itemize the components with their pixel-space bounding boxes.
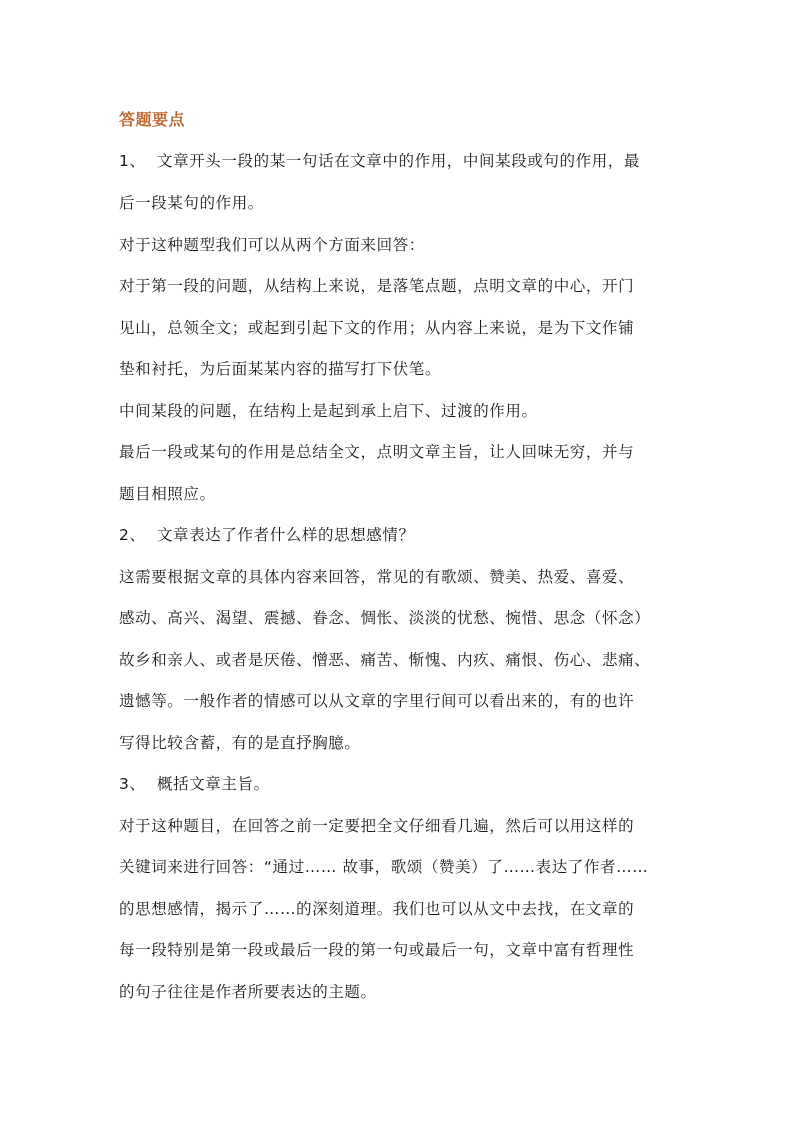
paragraph-line: 这需要根据文章的具体内容来回答，常见的有歌颂、赞美、热爱、喜爱、: [119, 568, 635, 586]
item-2-number: 2、: [119, 526, 146, 544]
paragraph-line: 见山，总领全文；或起到引起下文的作用；从内容上来说，是为下文作铺: [119, 319, 635, 337]
item-1-title: [119, 151, 640, 171]
paragraph-line: 的思想感情，揭示了……的深刻道理。我们也可以从文中去找，在文章的: [119, 900, 635, 918]
paragraph-line: 对于这种题目，在回答之前一定要把全文仔细看几遍，然后可以用这样的: [119, 817, 635, 835]
item-1-number: 1、: [119, 152, 146, 170]
item-2-title: [119, 525, 415, 545]
paragraph-line: 故乡和亲人、或者是厌倦、憎恶、痛苦、惭愧、内疚、痛恨、伤心、悲痛、: [119, 651, 651, 669]
paragraph-line: 写得比较含蓄，有的是直抒胸臆。: [119, 734, 361, 752]
paragraph-line: 对于这种题型我们可以从两个方面来回答：: [119, 236, 425, 254]
paragraph-line: 对于第一段的问题，从结构上来说，是落笔点题，点明文章的中心，开门: [119, 277, 635, 295]
document-page: [119, 0, 694, 1123]
item-1-title-line1: 文章开头一段的某一句话在文章中的作用，中间某段或句的作用，最: [157, 152, 641, 170]
paragraph-line: 关键词来进行回答：“通过…… 故事，歌颂（赞美）了……表达了作者……: [119, 858, 649, 876]
paragraph-line: 题目相照应。: [119, 485, 216, 503]
item-3-title-line1: 概括文章主旨。: [157, 775, 270, 793]
item-3-number: 3、: [119, 775, 146, 793]
paragraph-line: 每一段特别是第一段或最后一段的第一句或最后一句，文章中富有哲理性: [119, 941, 635, 959]
paragraph-line: 中间某段的问题，在结构上是起到承上启下、过渡的作用。: [119, 402, 538, 420]
item-1-title-line2: 后一段某句的作用。: [119, 194, 264, 212]
paragraph-line: 垫和衬托，为后面某某内容的描写打下伏笔。: [119, 360, 442, 378]
paragraph-line: 遗憾等。一般作者的情感可以从文章的字里行间可以看出来的，有的也许: [119, 692, 635, 710]
paragraph-line: 感动、高兴、渴望、震撼、眷念、惆怅、淡淡的忧愁、惋惜、思念（怀念）: [119, 609, 651, 627]
section-heading: 答题要点: [119, 110, 186, 129]
paragraph-line: 最后一段或某句的作用是总结全文，点明文章主旨，让人回味无穷，并与: [119, 443, 635, 461]
paragraph-line: 的句子往往是作者所要表达的主题。: [119, 983, 377, 1001]
item-2-title-line1: 文章表达了作者什么样的思想感情？: [157, 526, 415, 544]
item-3-title: [119, 774, 270, 794]
